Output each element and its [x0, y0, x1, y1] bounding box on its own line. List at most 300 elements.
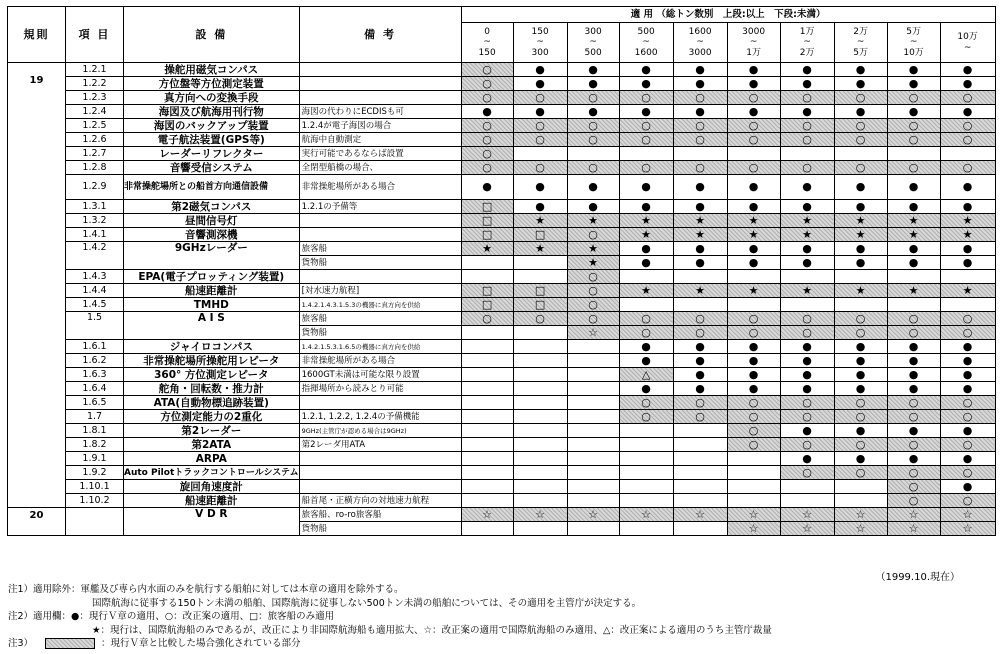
- application-mark: □: [461, 200, 513, 214]
- application-mark: ○: [461, 63, 513, 77]
- application-mark: ●: [887, 354, 940, 368]
- item-number: 1.10.1: [66, 480, 124, 494]
- remarks-cell: [299, 480, 461, 494]
- application-mark: ★: [673, 228, 727, 242]
- application-mark: ●: [780, 175, 834, 200]
- application-mark: ●: [887, 63, 940, 77]
- application-mark: ○: [780, 326, 834, 340]
- application-mark: □: [461, 228, 513, 242]
- application-mark: [619, 494, 673, 508]
- remarks-cell: 1.2.1の予備等: [299, 200, 461, 214]
- application-mark: ●: [513, 63, 567, 77]
- application-mark: ●: [940, 354, 995, 368]
- application-mark: ★: [887, 284, 940, 298]
- remarks-cell: [対水速力航程]: [299, 284, 461, 298]
- size-top: 2万: [853, 26, 868, 37]
- size-top: 0: [484, 26, 490, 37]
- application-mark: ●: [567, 77, 619, 91]
- application-mark: ●: [619, 354, 673, 368]
- item-number: 1.6.4: [66, 382, 124, 396]
- application-mark: ●: [940, 424, 995, 438]
- application-mark: ☆: [727, 522, 780, 536]
- application-mark: ●: [834, 105, 887, 119]
- application-mark: ●: [727, 368, 780, 382]
- application-mark: ○: [461, 161, 513, 175]
- size-top: 1万: [799, 26, 815, 37]
- table-row: [8, 298, 996, 312]
- application-mark: [513, 147, 567, 161]
- application-mark: [619, 522, 673, 536]
- application-mark: ●: [619, 105, 673, 119]
- equipment-name: 海図のバックアップ装置: [124, 119, 300, 133]
- application-mark: [619, 480, 673, 494]
- application-mark: [940, 147, 995, 161]
- application-mark: ○: [834, 161, 887, 175]
- table-row: [8, 228, 996, 242]
- application-mark: [461, 494, 513, 508]
- application-mark: ○: [513, 161, 567, 175]
- application-mark: ★: [619, 228, 673, 242]
- application-mark: ●: [780, 105, 834, 119]
- item-number: 1.2.5: [66, 119, 124, 133]
- application-mark: [461, 326, 513, 340]
- application-mark: ○: [780, 466, 834, 480]
- application-mark: [780, 298, 834, 312]
- item-number: 1.8.1: [66, 424, 124, 438]
- table-row: [8, 340, 996, 354]
- equipment-name: 第2ATA: [124, 438, 300, 452]
- application-mark: ★: [887, 228, 940, 242]
- application-mark: ○: [513, 119, 567, 133]
- size-header-7: [834, 23, 887, 63]
- application-mark: ●: [673, 382, 727, 396]
- application-mark: [513, 438, 567, 452]
- application-mark: ○: [619, 133, 673, 147]
- application-mark: ●: [673, 340, 727, 354]
- application-mark: ☆: [834, 522, 887, 536]
- table-row: [8, 161, 996, 175]
- application-mark: ●: [727, 175, 780, 200]
- application-mark: [834, 270, 887, 284]
- application-mark: [834, 480, 887, 494]
- table-row: [8, 105, 996, 119]
- table-row: [8, 424, 996, 438]
- application-mark: ●: [619, 200, 673, 214]
- application-mark: [513, 480, 567, 494]
- size-mid: ~: [536, 37, 544, 48]
- application-mark: [619, 298, 673, 312]
- application-mark: ●: [673, 200, 727, 214]
- application-mark: [461, 480, 513, 494]
- application-mark: □: [461, 284, 513, 298]
- application-mark: ★: [619, 284, 673, 298]
- size-header-8: [887, 23, 940, 63]
- equipment-name: 非常操舵場所操舵用レピータ: [124, 354, 300, 368]
- application-mark: [461, 438, 513, 452]
- application-mark: ☆: [673, 508, 727, 522]
- application-mark: ●: [619, 382, 673, 396]
- equipment-name: 方位盤等方位測定装置: [124, 77, 300, 91]
- equipment-name: 船速距離計: [124, 494, 300, 508]
- application-mark: ☆: [461, 508, 513, 522]
- application-mark: ●: [887, 256, 940, 270]
- application-mark: [461, 396, 513, 410]
- application-mark: □: [513, 284, 567, 298]
- header-item: 項 目: [66, 7, 124, 63]
- application-mark: ●: [673, 354, 727, 368]
- item-number: 1.5: [66, 312, 124, 340]
- application-mark: ○: [780, 438, 834, 452]
- remarks-cell: 1.4.2.1.5.3.1.6.5の機器に真方向を供給: [299, 340, 461, 354]
- application-mark: ★: [461, 242, 513, 256]
- application-mark: [513, 256, 567, 270]
- remarks-cell: [299, 452, 461, 466]
- application-mark: ○: [567, 133, 619, 147]
- table-row: [8, 175, 996, 200]
- equipment-name: 9GHzレーダー: [124, 242, 300, 270]
- table-row: [8, 242, 996, 256]
- application-mark: ●: [513, 200, 567, 214]
- application-mark: ○: [780, 312, 834, 326]
- application-mark: ☆: [513, 508, 567, 522]
- footnote-3-label: 注3）: [8, 638, 34, 649]
- application-mark: ●: [834, 63, 887, 77]
- application-mark: ●: [567, 63, 619, 77]
- equipment-name: 真方向への変換手段: [124, 91, 300, 105]
- application-mark: ○: [887, 480, 940, 494]
- item-number: 1.6.5: [66, 396, 124, 410]
- application-mark: [673, 522, 727, 536]
- remarks-cell: [299, 214, 461, 228]
- table-row: [8, 214, 996, 228]
- application-mark: ○: [940, 410, 995, 424]
- header-rule: 規則: [8, 7, 66, 63]
- application-mark: ○: [461, 147, 513, 161]
- application-mark: ○: [727, 424, 780, 438]
- application-mark: ●: [834, 256, 887, 270]
- application-mark: [513, 522, 567, 536]
- remarks-cell: 1.4.2.1.4.3.1.5.3の機器に真方向を供給: [299, 298, 461, 312]
- table-row: [8, 396, 996, 410]
- table-row: [8, 91, 996, 105]
- application-mark: ●: [780, 424, 834, 438]
- application-mark: [619, 452, 673, 466]
- application-mark: [619, 438, 673, 452]
- application-mark: ●: [834, 424, 887, 438]
- application-mark: ○: [834, 438, 887, 452]
- application-mark: ○: [940, 119, 995, 133]
- application-mark: ●: [887, 200, 940, 214]
- size-mid: ~: [856, 37, 865, 48]
- remarks-cell: 第2レーダ用ATA: [299, 438, 461, 452]
- size-top: 1600: [688, 26, 712, 37]
- application-mark: ○: [727, 396, 780, 410]
- application-mark: ☆: [887, 522, 940, 536]
- application-mark: ●: [567, 175, 619, 200]
- equipment-name: 船速距離計: [124, 284, 300, 298]
- application-mark: ○: [513, 133, 567, 147]
- equipment-name: EPA(電子プロッティング装置): [124, 270, 300, 284]
- application-mark: ●: [727, 63, 780, 77]
- size-top: 3000: [742, 26, 766, 37]
- equipment-name: 舵角・回転数・推力計: [124, 382, 300, 396]
- table-row: [8, 77, 996, 91]
- application-mark: ○: [940, 161, 995, 175]
- application-mark: ○: [780, 119, 834, 133]
- table-row: [8, 354, 996, 368]
- item-number: 1.3.2: [66, 214, 124, 228]
- application-mark: ●: [887, 452, 940, 466]
- equipment-name: 第2レーダー: [124, 424, 300, 438]
- application-mark: ○: [887, 410, 940, 424]
- date-note: （1999.10.現在）: [875, 572, 960, 583]
- equipment-name: 360° 方位測定レピータ: [124, 368, 300, 382]
- application-mark: ●: [513, 175, 567, 200]
- application-mark: [461, 522, 513, 536]
- application-mark: ○: [567, 119, 619, 133]
- application-mark: ●: [940, 368, 995, 382]
- application-mark: [940, 298, 995, 312]
- size-header-5: [727, 23, 780, 63]
- application-mark: [461, 368, 513, 382]
- application-mark: [513, 368, 567, 382]
- application-mark: ●: [834, 200, 887, 214]
- application-mark: ○: [834, 466, 887, 480]
- item-number: 1.2.2: [66, 77, 124, 91]
- application-mark: ○: [834, 396, 887, 410]
- remarks-cell: 全閉型船橋の場合、: [299, 161, 461, 175]
- size-top: 150: [531, 26, 549, 37]
- application-mark: ●: [780, 340, 834, 354]
- application-mark: ○: [834, 133, 887, 147]
- item-number: 1.6.3: [66, 368, 124, 382]
- application-mark: ○: [619, 91, 673, 105]
- application-mark: ○: [940, 133, 995, 147]
- header-equipment: 設 備: [124, 7, 300, 63]
- equipment-name: ATA(自動物標追跡装置): [124, 396, 300, 410]
- size-top: 10万: [957, 32, 978, 42]
- application-mark: ●: [940, 77, 995, 91]
- application-mark: [513, 466, 567, 480]
- application-mark: ○: [619, 161, 673, 175]
- item-number: 1.2.3: [66, 91, 124, 105]
- item-number: [66, 508, 124, 536]
- application-mark: [673, 298, 727, 312]
- application-mark: ●: [834, 368, 887, 382]
- application-mark: ○: [834, 410, 887, 424]
- application-mark: ○: [461, 133, 513, 147]
- application-mark: △: [619, 368, 673, 382]
- application-mark: ★: [727, 228, 780, 242]
- application-mark: ○: [727, 438, 780, 452]
- application-mark: [673, 452, 727, 466]
- application-mark: ●: [834, 354, 887, 368]
- size-top: 300: [584, 26, 602, 37]
- item-number: 1.4.2: [66, 242, 124, 270]
- application-mark: ○: [780, 410, 834, 424]
- equipment-name: 旋回角速度計: [124, 480, 300, 494]
- remarks-cell: [299, 63, 461, 77]
- application-mark: ○: [619, 312, 673, 326]
- remarks-cell: [299, 228, 461, 242]
- application-mark: ★: [513, 214, 567, 228]
- application-mark: [461, 466, 513, 480]
- application-mark: ○: [727, 326, 780, 340]
- remarks-cell: 海図の代わりにECDISも可: [299, 105, 461, 119]
- application-mark: □: [513, 228, 567, 242]
- remarks-cell: 貨物船: [299, 522, 461, 536]
- application-mark: ○: [887, 161, 940, 175]
- remarks-cell: 1600GT未満は可能な限り設置: [299, 368, 461, 382]
- application-mark: [461, 424, 513, 438]
- size-bot: 3000: [688, 47, 712, 58]
- application-mark: [567, 396, 619, 410]
- size-bot: 500: [584, 47, 602, 58]
- footnote-1b: 国際航海に従事する150トン未満の船舶、国際航海に従事しない500トン未満の船舶については、その適用を主管庁が決定する。: [92, 597, 642, 609]
- application-mark: [461, 340, 513, 354]
- application-mark: [887, 298, 940, 312]
- application-mark: ☆: [940, 508, 995, 522]
- application-mark: ●: [834, 77, 887, 91]
- application-mark: ●: [727, 200, 780, 214]
- application-mark: ☆: [887, 508, 940, 522]
- application-mark: [619, 270, 673, 284]
- size-mid: ~: [909, 37, 918, 48]
- table-row: [8, 63, 996, 77]
- equipment-name: 海図及び航海用刊行物: [124, 105, 300, 119]
- application-mark: [619, 466, 673, 480]
- application-mark: ●: [780, 200, 834, 214]
- application-mark: ●: [727, 242, 780, 256]
- application-mark: [619, 424, 673, 438]
- application-mark: ●: [780, 77, 834, 91]
- application-mark: ○: [461, 91, 513, 105]
- application-mark: ☆: [940, 522, 995, 536]
- table-row: [8, 312, 996, 326]
- application-mark: ○: [887, 466, 940, 480]
- size-bot: 300: [531, 47, 549, 58]
- application-mark: ★: [619, 214, 673, 228]
- application-mark: [780, 494, 834, 508]
- application-mark: [567, 522, 619, 536]
- application-mark: ○: [940, 312, 995, 326]
- application-mark: ●: [780, 382, 834, 396]
- application-mark: ☆: [780, 508, 834, 522]
- application-mark: ○: [834, 326, 887, 340]
- table-row: [8, 480, 996, 494]
- application-mark: ●: [619, 256, 673, 270]
- application-mark: ★: [780, 214, 834, 228]
- equipment-name: ジャイロコンパス: [124, 340, 300, 354]
- application-mark: ○: [673, 396, 727, 410]
- application-mark: [673, 270, 727, 284]
- application-mark: ●: [727, 256, 780, 270]
- application-mark: ●: [940, 452, 995, 466]
- equipment-name: レーダーリフレクター: [124, 147, 300, 161]
- remarks-cell: 貨物船: [299, 256, 461, 270]
- application-mark: ●: [834, 242, 887, 256]
- application-mark: ●: [940, 200, 995, 214]
- size-mid: ~: [589, 37, 597, 48]
- application-mark: [567, 410, 619, 424]
- application-mark: ●: [940, 175, 995, 200]
- application-mark: ★: [940, 284, 995, 298]
- application-mark: ○: [461, 312, 513, 326]
- header-remarks: 備 考: [299, 7, 461, 63]
- remarks-cell: 旅客船、ro-ro旅客船: [299, 508, 461, 522]
- size-header-0: [461, 23, 513, 63]
- application-mark: □: [513, 298, 567, 312]
- item-number: 1.6.2: [66, 354, 124, 368]
- equipment-name: ARPA: [124, 452, 300, 466]
- size-header-9: [940, 23, 995, 63]
- application-mark: ★: [513, 242, 567, 256]
- equipment-name: TMHD: [124, 298, 300, 312]
- application-mark: ○: [887, 91, 940, 105]
- size-mid: ~: [696, 37, 704, 48]
- application-mark: ●: [461, 105, 513, 119]
- size-mid: ~: [483, 37, 491, 48]
- application-mark: [567, 340, 619, 354]
- application-mark: [513, 410, 567, 424]
- application-mark: ○: [567, 91, 619, 105]
- application-mark: ○: [834, 119, 887, 133]
- item-number: 1.2.6: [66, 133, 124, 147]
- size-bot: 10万: [903, 47, 924, 58]
- application-mark: ○: [673, 133, 727, 147]
- equipment-name: 音響受信システム: [124, 161, 300, 175]
- application-mark: ☆: [567, 508, 619, 522]
- application-mark: ★: [567, 242, 619, 256]
- application-mark: ●: [461, 175, 513, 200]
- application-mark: ●: [940, 63, 995, 77]
- application-mark: ●: [727, 354, 780, 368]
- application-mark: ○: [619, 119, 673, 133]
- equipment-name: 非常操舵場所との船首方向通信設備: [124, 175, 300, 200]
- application-mark: [673, 438, 727, 452]
- application-mark: ★: [567, 256, 619, 270]
- application-mark: ★: [780, 284, 834, 298]
- application-mark: ○: [887, 396, 940, 410]
- item-number: 1.8.2: [66, 438, 124, 452]
- table-row: [8, 270, 996, 284]
- item-number: 1.2.9: [66, 175, 124, 200]
- application-mark: ○: [567, 270, 619, 284]
- application-mark: [780, 480, 834, 494]
- footnote-2b: ★：現行は、国際航海船のみであるが、改正により非国際航海船も適用拡大、☆：改正案の適用で国際航海船のみ適用、△：改正案による適用のうち主管庁裁量: [92, 624, 772, 636]
- footnotes: [8, 583, 772, 651]
- application-mark: ○: [727, 133, 780, 147]
- application-mark: ★: [727, 214, 780, 228]
- application-mark: ○: [567, 161, 619, 175]
- remarks-cell: 貨物船: [299, 326, 461, 340]
- application-mark: ●: [727, 382, 780, 396]
- application-mark: ★: [567, 214, 619, 228]
- item-number: 1.2.7: [66, 147, 124, 161]
- equipment-name: 方位測定能力の2重化: [124, 410, 300, 424]
- application-mark: ○: [727, 119, 780, 133]
- application-mark: ○: [780, 133, 834, 147]
- size-bot: 150: [478, 47, 496, 58]
- application-mark: ★: [887, 214, 940, 228]
- application-mark: ●: [513, 77, 567, 91]
- size-mid: ~: [963, 42, 972, 53]
- application-mark: ○: [727, 91, 780, 105]
- application-mark: ★: [834, 228, 887, 242]
- application-mark: [567, 452, 619, 466]
- application-mark: ○: [567, 312, 619, 326]
- remarks-cell: [299, 91, 461, 105]
